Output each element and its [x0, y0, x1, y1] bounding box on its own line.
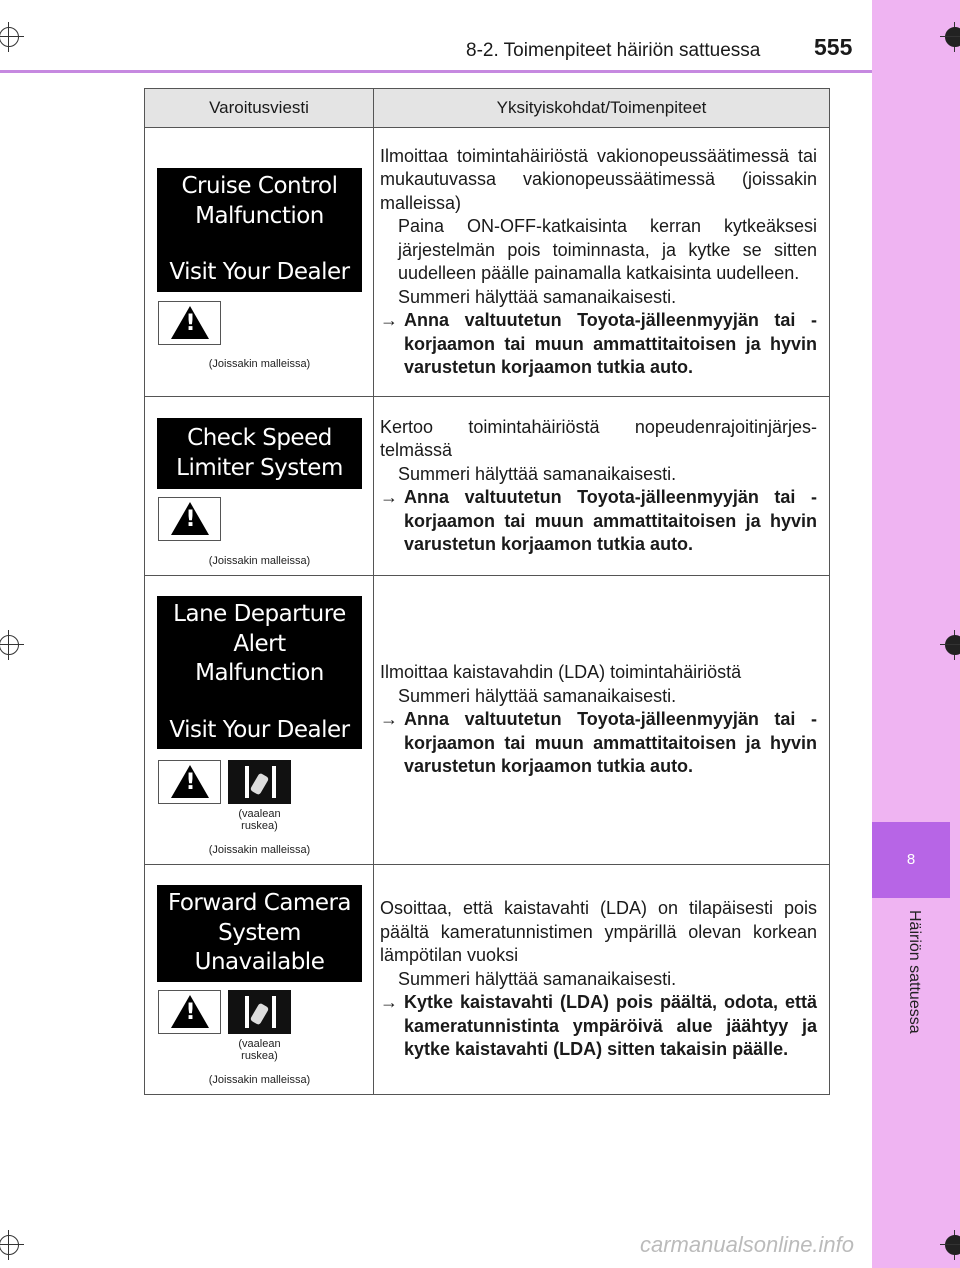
registration-mark-icon [940, 1230, 960, 1260]
warning-cell [145, 397, 374, 576]
instruction: Paina ON-OFF-katkaisinta kerran kytkeäksesi järjestelmän pois toiminnasta, ja kytke se sitten uudelleen päälle painamalla katkaisinta uudelleen. [398, 216, 817, 283]
table-row [145, 576, 830, 865]
caption: (Joissakin malleissa) [208, 555, 311, 567]
arrow-icon: → [380, 310, 398, 330]
table-row [145, 865, 830, 1095]
registration-mark-icon [0, 22, 24, 52]
caption: (Joissakin malleissa) [208, 358, 311, 370]
buzzer-note: Summeri hälyttää samanaikaisesti. [398, 968, 677, 989]
arrow-icon: → [380, 487, 398, 507]
display-message-lane-departure: Lane Departure Alert Malfunction Visit Your Dealer [157, 596, 362, 749]
details-cell [374, 865, 830, 1095]
display-message-forward-camera: Forward Camera System Unavailable [157, 885, 362, 982]
caption: (Joissakin malleissa) [208, 844, 311, 856]
details-cell [374, 576, 830, 865]
watermark: carmanualsonline.info [640, 1232, 855, 1257]
chapter-number: 8 [872, 822, 950, 898]
warning-icon: ! [158, 760, 221, 804]
page-number: 555 [814, 34, 853, 60]
registration-mark-icon [940, 630, 960, 660]
icon-caption: (vaalean ruskea) [238, 1038, 281, 1062]
description: Osoittaa, että kaistavahti (LDA) on tilapäisesti pois päältä kameratunnistimen ympärillä olevan korkean lämpötilan vuoksi [380, 898, 817, 966]
warning-cell [145, 865, 374, 1095]
lane-departure-icon [228, 990, 291, 1034]
description: Kertoo toimintahäiriöstä nopeudenrajoitinjärjestelmässä [380, 416, 817, 460]
buzzer-note: Summeri hälyttää samanaikaisesti. [398, 463, 677, 484]
buzzer-note: Summeri hälyttää samanaikaisesti. [398, 685, 677, 706]
warning-icon: ! [158, 497, 221, 541]
warning-cell [145, 128, 374, 397]
warning-icon: ! [158, 301, 221, 345]
details-cell [374, 128, 830, 397]
table-row [145, 128, 830, 397]
warning-messages-table [144, 88, 830, 1095]
section-title: 8-2. Toimenpiteet häiriön sattuessa [466, 40, 761, 61]
header-details: Yksityiskohdat/Toimenpiteet [374, 89, 830, 128]
arrow-icon: → [380, 992, 398, 1013]
header-warning-message: Varoitusviesti [145, 89, 374, 128]
action: → Kytke kaistavahti (LDA) pois päältä, odota, että kameratunnistinta ympäröivä alue jäähtyy ja kytke kaistavahti (LDA) sitten takaisin päälle. [380, 991, 817, 1062]
warning-cell [145, 576, 374, 865]
action: → Anna valtuutetun Toyota-jälleenmyyjän tai -korjaamon tai muun ammattitaitoisen ja hyvin varustetun korjaamon tutkia auto. [380, 708, 817, 779]
registration-mark-icon [0, 1230, 24, 1260]
header-rule [0, 70, 872, 73]
description: Ilmoittaa kaistavahdin (LDA) toimintahäiriöstä [380, 662, 742, 683]
table-row [145, 397, 830, 576]
action: → Anna valtuutetun Toyota-jälleenmyyjän tai -korjaamon tai muun ammattitaitoisen ja hyvin varustetun korjaamon tutkia auto. [380, 309, 817, 380]
details-cell [374, 397, 830, 576]
description: Ilmoittaa toimintahäiriöstä vakionopeussäätimessä tai mukautuvassa vakionopeussäätimessä (joissakin malleissa) [380, 145, 817, 213]
icon-caption: (vaalean ruskea) [238, 808, 281, 832]
caption: (Joissakin malleissa) [208, 1074, 311, 1086]
registration-mark-icon [940, 22, 960, 52]
lane-departure-icon [228, 760, 291, 804]
display-message-speed-limiter: Check Speed Limiter System [157, 418, 362, 489]
registration-mark-icon [0, 630, 24, 660]
action: → Anna valtuutetun Toyota-jälleenmyyjän tai -korjaamon tai muun ammattitaitoisen ja hyvin varustetun korjaamon tutkia auto. [380, 486, 817, 557]
display-message-cruise-control: Cruise Control Malfunction Visit Your Dealer [157, 168, 362, 292]
chapter-label: Häiriön sattuessa [906, 910, 923, 1034]
arrow-icon: → [380, 709, 398, 730]
warning-icon: ! [158, 990, 221, 1034]
buzzer-note: Summeri hälyttää samanaikaisesti. [398, 286, 677, 307]
